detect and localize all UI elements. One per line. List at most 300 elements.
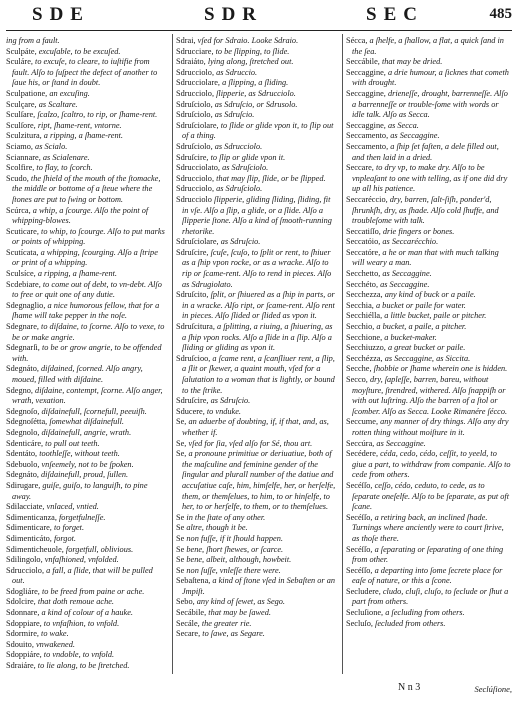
dictionary-entry — [346, 131, 512, 142]
dictionary-entry — [346, 237, 512, 248]
entry-headword: Sebaſtena, — [176, 576, 211, 586]
dictionary-entry — [6, 608, 166, 619]
entry-headword: Sdegnáto, — [6, 364, 39, 374]
dictionary-entry — [6, 650, 166, 661]
dictionary-entry — [6, 89, 166, 100]
entry-headword: Sdraiáto, — [176, 57, 206, 67]
entry-definition: a bucket, a paile, a pitcher. — [376, 322, 467, 332]
entry-headword: Seccaréccio, — [346, 194, 388, 204]
dictionary-entry — [176, 566, 336, 577]
dictionary-entry — [6, 619, 166, 630]
entry-definition: non ſuſſe, vnleſſe there were. — [186, 565, 281, 575]
entry-headword: Scudo, — [6, 173, 29, 183]
dictionary-entry — [176, 629, 336, 640]
entry-definition: a kind of ſtone vſed in Sebaſten or an Jmpiſt. — [182, 576, 335, 596]
entry-definition: a ſecluding from others. — [385, 608, 465, 618]
entry-headword: Seccúra, — [346, 438, 375, 448]
entry-headword: Secchione, — [346, 332, 383, 342]
dictionary-entry — [346, 439, 512, 450]
dictionary-entry — [346, 417, 512, 438]
dictionary-entry — [346, 121, 512, 132]
dictionary-entry — [176, 184, 336, 195]
dictionary-entry — [6, 57, 166, 89]
entry-headword: Secéſſo, — [346, 480, 373, 490]
dictionary-entry — [6, 163, 166, 174]
entry-headword: Secchetto, — [346, 269, 381, 279]
entry-definition: that doth remoue ache. — [37, 597, 115, 607]
entry-definition: to vndoble, to vnfold. — [43, 650, 115, 660]
entry-headword: Sdrucciolare, — [176, 78, 221, 88]
entry-definition: to flay, to ſcorch. — [36, 163, 93, 173]
entry-definition: a kind of colour of a hauke. — [41, 608, 133, 618]
dictionary-entry — [6, 110, 166, 121]
entry-definition: as Seccaggine. — [376, 438, 426, 448]
dictionary-entry — [6, 661, 166, 672]
dictionary-entry — [6, 597, 166, 608]
entry-definition: as Seccaggine. — [390, 131, 440, 141]
entry-headword: Sdogliáre, — [6, 586, 40, 596]
entry-definition: as Seccaggine, as Siccita. — [384, 353, 471, 363]
entry-headword: Sdruſcito, — [176, 290, 209, 300]
entry-definition: to excuſe, to cleare, to iuſtifie from fault. Alſo to ſuſpect the defect of another to ſaue his, or ſtand in doubt. — [12, 57, 158, 88]
entry-headword: Sdrucciolo, — [176, 67, 215, 77]
entry-definition: a ſhip ſet faſten, a dele filled out, and then laid in a dried. — [352, 141, 499, 162]
entry-definition: ſomewhat diſdainefull. — [49, 417, 124, 427]
entry-headword: Sculpatione, — [6, 88, 48, 98]
entry-headword: Scutícata, — [6, 247, 39, 257]
entry-headword: Sdruſcitura, — [176, 322, 215, 332]
entry-definition: a fall, a ſlide, that will be pulled out. — [12, 565, 153, 586]
dictionary-entry — [6, 227, 166, 248]
entry-definition: a retiring back, an inclined ſhade. Turnings where anciently were to court ſtrive, as thoſe there. — [352, 512, 504, 543]
dictionary-entry — [6, 523, 166, 534]
dictionary-entry — [176, 417, 336, 438]
entry-definition: to diſdaine, to ſcorne. Alſo to vexe, to be or make angrie. — [12, 322, 165, 342]
entry-headword: Seccatiſſo, — [346, 226, 381, 236]
entry-definition: to be ſlipping, to ſlide. — [215, 46, 290, 56]
entry-definition: any kind of buck or a paile. — [384, 290, 476, 300]
column-divider — [172, 34, 173, 674]
column-right — [346, 36, 512, 676]
entry-headword: Sdegnarſi, — [6, 343, 40, 353]
dictionary-entry — [6, 587, 166, 598]
entry-definition: a he or man that with much talking will weary a man. — [352, 247, 499, 268]
dictionary-entry — [6, 47, 166, 58]
dictionary-entry — [6, 407, 166, 418]
entry-headword: Sculſare, — [6, 110, 36, 120]
entry-headword: Secludere, — [346, 586, 381, 596]
entry-headword: Secchezza, — [346, 290, 383, 300]
entry-headword: Sdimenticanza, — [6, 512, 57, 522]
entry-headword: Sdimenticáto, — [6, 533, 52, 543]
dictionary-entry — [346, 163, 512, 195]
entry-headword: Secare, — [176, 629, 201, 639]
entry-definition: ceſſo, cédo, ceduto, to cede, as to ſeparate oneſelfe. Alſo to be ſeparate, as put oft ſcane. — [352, 480, 510, 512]
dictionary-entry — [346, 619, 512, 630]
signature-mark: N n 3 — [398, 682, 421, 693]
entry-definition: as Sdruſcio, or Sdrusolo. — [214, 99, 298, 109]
entry-headword: Sdormire, — [6, 629, 39, 639]
entry-definition: lying along, ſtretched out. — [207, 57, 294, 67]
dictionary-entry — [346, 481, 512, 513]
entry-headword: Secche, — [346, 364, 372, 374]
dictionary-entry — [346, 608, 512, 619]
dictionary-entry — [6, 386, 166, 407]
entry-definition: vſed for ſia, vſed alſo for Sé, thou art. — [188, 438, 313, 448]
dictionary-entry — [346, 89, 512, 121]
entry-definition: to come out of debt, to vn-debt. Alſo to free or quit one of any dutie. — [12, 279, 162, 300]
entry-headword: Sdrucciolo — [176, 194, 212, 204]
entry-headword: Sdruſciolo, — [176, 141, 213, 151]
dictionary-entry — [6, 206, 166, 227]
dictionary-entry — [346, 290, 512, 301]
entry-headword: Secluſo, — [346, 618, 373, 628]
entry-definition: diſdainefull, angrie, wrath. — [41, 427, 132, 437]
entry-definition: a bucket or paile for water. — [375, 300, 466, 310]
entry-definition: as Sdruſcio. — [210, 396, 251, 406]
entry-definition: forgetfull, oblivious. — [65, 544, 134, 554]
dictionary-entry — [176, 110, 336, 121]
dictionary-entry — [6, 36, 166, 47]
entry-definition: a bucket-maker. — [384, 332, 437, 342]
dictionary-entry — [176, 68, 336, 79]
dictionary-entry — [6, 131, 166, 142]
entry-definition: any manner of dry things. Alſo any dry rotten thing without moiſture in it. — [352, 417, 509, 437]
entry-definition: as Scialenare. — [42, 152, 90, 162]
entry-headword: Sdentáto, — [6, 449, 38, 459]
header-left-guideword: SDE — [32, 4, 90, 25]
dictionary-entry — [346, 68, 512, 89]
dictionary-entry — [176, 290, 336, 322]
entry-definition: ſecluded from others. — [375, 618, 446, 628]
entry-definition: the greater rie. — [201, 618, 252, 628]
entry-headword: Secéſſo, — [346, 544, 373, 554]
entry-headword: Sducere, — [176, 406, 205, 416]
entry-headword: Scuticare, — [6, 226, 39, 236]
dictionary-entry — [176, 576, 336, 597]
entry-headword: Secábile, — [176, 608, 207, 618]
entry-definition: as Sdruſciolo. — [216, 184, 263, 194]
entry-headword: Sdrai, — [176, 36, 196, 45]
entry-headword: Sdegnoſétta, — [6, 417, 48, 427]
entry-headword: Secchiuzzo, — [346, 343, 386, 353]
entry-definition: a ſcame rent, a ſcanſliuer rent, a ſlip, a ſlit or ſkewer, a quaint mouth, vſed for a ſalutation to a woman that is lightly, or bound to the ſtrike. — [182, 353, 335, 395]
dictionary-entry — [6, 100, 166, 111]
entry-headword: Sdruſciolare, — [176, 120, 219, 130]
dictionary-entry — [176, 121, 336, 142]
entry-headword: Sdouito, — [6, 639, 34, 649]
entry-headword: Sdenticáre, — [6, 438, 44, 448]
entry-definition: dry, ſapleſſe, barren, bareu, without moyſture, ſtrendred, withered. Alſo ſnappiſh or with out luſtring. Alſo the barren of a ſtol or ſcomber. Alſo as Secca. Looke Rimanére ſécco. — [352, 375, 508, 416]
entry-definition: a ripping, a ſhame-rent. — [43, 131, 123, 141]
entry-headword: Sdimenticare, — [6, 523, 52, 533]
dictionary-entry — [346, 227, 512, 238]
entry-headword: Secco, — [346, 375, 368, 384]
column-left — [6, 36, 166, 676]
entry-headword: Seccaggine, — [346, 88, 386, 98]
entry-definition: to dry vp, to make dry. Alſo to be vnpleaſant to one with telling, as if one did dry up all his patience. — [352, 163, 508, 194]
entry-definition: as Seccarécchio. — [382, 237, 439, 247]
dictionary-entry — [6, 439, 166, 450]
entry-headword: Scdebiare, — [6, 279, 41, 289]
dictionary-entry — [6, 566, 166, 587]
entry-definition: as Seccaggine. — [380, 279, 430, 289]
entry-definition: vnfaſhioned, vnfolded. — [44, 555, 119, 565]
entry-headword: Seccatóre, — [346, 247, 381, 257]
dictionary-entry — [176, 449, 336, 513]
entry-definition: an aduerbe of doubting, if, if that, and, as, whether if. — [182, 417, 329, 437]
entry-definition: bene, ſhort ſhewes, or ſcarce. — [186, 544, 284, 554]
entry-definition: céda, cedo, cédo, ceſſit, to yeeld, to giue a part, to withdraw from companie. Alſo to cede from others. — [352, 449, 511, 480]
entry-headword: Se — [176, 533, 185, 543]
dictionary-entry — [346, 269, 512, 280]
dictionary-entry — [6, 640, 166, 651]
dictionary-entry — [176, 89, 336, 100]
entry-definition: forgot. — [53, 533, 76, 543]
entry-headword: Sdegnáto, — [6, 470, 39, 480]
dictionary-entry — [6, 248, 166, 269]
dictionary-entry — [346, 301, 512, 312]
dictionary-entry — [176, 47, 336, 58]
entry-headword: Sculpáte, — [6, 46, 37, 56]
entry-headword: Seccamento, — [346, 131, 389, 141]
dictionary-entry — [6, 513, 166, 524]
entry-definition: to vnduke. — [206, 406, 241, 416]
entry-definition: any kind of ſewet, as Sego. — [196, 597, 286, 607]
entry-definition: a ripping, a ſhame-rent. — [37, 269, 118, 279]
entry-definition: as Sdruſcio. — [214, 110, 255, 120]
dictionary-entry — [176, 100, 336, 111]
entry-headword: Sdruſciolo, — [176, 110, 213, 120]
dictionary-entry — [6, 301, 166, 322]
dictionary-entry — [176, 57, 336, 68]
entry-definition: to whip, to ſcourge. Alſo to put marks or points of whipping. — [12, 226, 165, 247]
entry-headword: Sdruſcire, — [176, 396, 209, 406]
entry-definition: to ſlide or glide vpon it, to ſlip out of a thing. — [182, 120, 334, 141]
entry-definition: non fuſſe, if it ſhould happen. — [186, 533, 283, 543]
entry-definition: to lie along, to be ſtretched. — [37, 661, 130, 671]
entry-headword: Seccare, — [346, 163, 374, 173]
dictionary-entry — [176, 237, 336, 248]
entry-definition: altre, though it be. — [186, 523, 248, 533]
entry-headword: Se — [176, 565, 185, 575]
entry-definition: ſplit, or ſhiuered as a ſhip in parts, or in a wracke. Alſo ript, or ſcame-rent. Alſo rent in pieces. Alſo ſlided or ſlided as vpon it. — [182, 290, 335, 321]
entry-headword: Secéſſo, — [346, 512, 373, 522]
entry-definition: in the ſtate of any other. — [186, 512, 266, 522]
entry-definition: vnwakened. — [35, 639, 75, 649]
entry-headword: Sebo, — [176, 597, 195, 607]
entry-definition: to forget. — [53, 523, 85, 533]
entry-headword: Scúrca, — [6, 205, 31, 215]
entry-headword: Sdoppiare, — [6, 618, 42, 628]
entry-headword: Sculáre, — [6, 57, 33, 67]
dictionary-entry — [346, 311, 512, 322]
entry-headword: Sdruſcioo, — [176, 353, 211, 363]
entry-definition: ript, ſhame-rent, vntorne. — [37, 120, 122, 130]
entry-headword: Se, — [176, 417, 187, 427]
dictionary-entry — [346, 587, 512, 608]
entry-headword: Sdimenticheuole, — [6, 544, 64, 554]
entry-headword: Sciamo, — [6, 141, 33, 151]
dictionary-entry — [6, 545, 166, 556]
entry-definition: cludo, cluſi, cluſo, to ſeclude or ſhut a part from others. — [352, 586, 509, 607]
dictionary-entry — [6, 343, 166, 364]
entry-headword: Se — [176, 555, 185, 565]
entry-definition: that may be ſawed. — [208, 608, 271, 618]
dictionary-entry — [6, 555, 166, 566]
entry-headword: Secédere, — [346, 449, 379, 459]
entry-definition: as Secca. — [387, 120, 419, 130]
dictionary-entry — [346, 375, 512, 417]
entry-definition: to vnfaſhion, to vnfold. — [43, 618, 120, 628]
entry-definition: a ſlipping, a ſliding. — [222, 78, 289, 88]
dictionary-entry — [6, 121, 166, 132]
entry-headword: Seccume, — [346, 417, 379, 427]
entry-definition: toothleſſe, without teeth. — [39, 449, 120, 459]
dictionary-entry — [346, 322, 512, 333]
entry-headword: Sdonnare, — [6, 608, 40, 618]
entry-definition: as Sdruſciolo. — [222, 163, 269, 173]
dictionary-entry — [176, 523, 336, 534]
entry-definition: a little bucket, paile or pitcher. — [384, 311, 487, 321]
entry-definition: a ſeparating or ſeparating of one thing from other. — [352, 544, 504, 565]
dictionary-entry — [6, 417, 166, 428]
entry-headword: Sdebuolo, — [6, 459, 40, 469]
entry-definition: excuſable, to be excuſed. — [38, 46, 121, 56]
dictionary-entry — [6, 364, 166, 385]
entry-definition: a pronoune primitiue or deriuatiue, both of the maſculine and feminine gender of the ſingular and plurall number of the datiue and accuſatiue caſe, him, himſelfe, her, or herſelfe, them, or themſelues, to him, to or hinſelfe, to her, to or herſelfe, to them, or to themſelues. — [182, 449, 336, 512]
running-header — [6, 4, 512, 28]
entry-definition: ing from a fault. — [6, 36, 60, 45]
entry-definition: a departing into ſome ſecrete place for eaſe of nature, or this a ſcone. — [352, 565, 503, 586]
dictionary-entry — [6, 153, 166, 164]
entry-definition: ſlipperie, as Sdrucciolo. — [216, 88, 296, 98]
entry-headword: Sdegnolo, — [6, 427, 40, 437]
dictionary-entry — [176, 513, 336, 524]
entry-definition: as Sdruſcio. — [220, 237, 261, 247]
page-footer — [6, 682, 512, 696]
header-rule — [6, 30, 512, 31]
dictionary-entry — [176, 195, 336, 237]
dictionary-entry — [176, 354, 336, 396]
entry-definition: a whipping, ſcourging. Alſo a ſtripe or print of a whipping. — [12, 247, 158, 268]
entry-definition: ſcuſe, ſcuſo, to ſplit or rent, to ſhiuer as a ſhip vpon rocke, or as a wracke. Alſo to rip or ſcame-rent. Alſo to rend in pieces. Alſo as Sdrugiolato. — [182, 247, 332, 289]
entry-headword: Sdilingolo, — [6, 555, 43, 565]
dictionary-entry — [176, 163, 336, 174]
dictionary-entry — [6, 174, 166, 206]
entry-headword: Sculzitura, — [6, 131, 42, 141]
entry-headword: Seccamento, — [346, 141, 389, 151]
entry-definition: drieneſſe, drought, barrenneſſe. Alſo a barrenneſſe or trouble-ſome with words or idle talk. Alſo as Secca. — [352, 88, 508, 120]
dictionary-entry — [6, 460, 166, 471]
dictionary-entry — [346, 513, 512, 545]
entry-definition: dry, barren, ſalt-ſiſh, ponder'd, ſhrunkſh, dry, as ſhade. Alſo cold ſhuffe, and troubleſome with talk. — [352, 194, 499, 226]
dictionary-entry — [176, 439, 336, 450]
dictionary-entry — [176, 174, 336, 185]
entry-headword: Sdolcire, — [6, 597, 36, 607]
entry-headword: Sdrucciolo, — [6, 565, 45, 575]
dictionary-entry — [6, 481, 166, 502]
entry-headword: Sdrucciolo, — [176, 173, 215, 183]
dictionary-entry — [6, 269, 166, 280]
entry-definition: bene, albeit, although, howbeit. — [186, 555, 292, 565]
dictionary-entry — [346, 545, 512, 566]
entry-headword: Sdoppiáre, — [6, 650, 42, 660]
dictionary-entry — [176, 153, 336, 164]
entry-definition: that may be dried. — [381, 57, 443, 67]
entry-definition: as Sdruccio. — [216, 67, 258, 77]
dictionary-entry — [176, 407, 336, 418]
entry-headword: Sdrucciare, — [176, 46, 214, 56]
dictionary-entry — [176, 619, 336, 630]
entry-definition: vnſeemely, not to be ſpoken. — [41, 459, 134, 469]
entry-headword: Seccábile, — [346, 57, 380, 67]
entry-headword: Se — [176, 512, 185, 522]
entry-headword: Se — [176, 544, 185, 554]
page-number: 485 — [489, 6, 512, 22]
dictionary-entry — [346, 280, 512, 291]
entry-headword: Seccatóio, — [346, 237, 381, 247]
entry-definition: an excuſing. — [49, 88, 90, 98]
entry-headword: Seccaggine, — [346, 67, 386, 77]
entry-headword: Secále, — [176, 618, 200, 628]
entry-headword: Secchiélla, — [346, 311, 383, 321]
entry-definition: as Scaltare. — [38, 99, 78, 109]
entry-definition: drie fingers or bones. — [382, 226, 455, 236]
entry-headword: Sdruſciolare, — [176, 237, 219, 247]
dictionary-entry — [346, 566, 512, 587]
entry-headword: Sdegnare, — [6, 322, 39, 332]
dictionary-entry — [6, 502, 166, 513]
entry-headword: Sdegno, — [6, 385, 33, 395]
column-divider — [342, 34, 343, 674]
dictionary-entry — [6, 280, 166, 301]
dictionary-entry — [6, 470, 166, 481]
entry-definition: guiſe, guiſo, to languiſh, to pine away. — [12, 480, 148, 501]
entry-definition: the ſhield of the mouth of the ſtomacke, the middle or bottome of a ſteue where the ſtones are put to ſwing or bottom. — [12, 173, 161, 204]
dictionary-entry — [346, 354, 512, 365]
dictionary-entry — [346, 36, 512, 57]
entry-headword: Sciannare, — [6, 152, 41, 162]
dictionary-entry — [176, 545, 336, 556]
entry-headword: Secchézza, — [346, 353, 383, 363]
entry-definition: a whip, a ſcourge. Alſo the point of whipping-blowes. — [12, 205, 149, 226]
dictionary-entry — [6, 322, 166, 343]
entry-definition: diſdained, ſcorned. Alſo angry, moued, filled with diſdaine. — [12, 364, 143, 384]
entry-headword: Secchia, — [346, 300, 374, 310]
entry-definition: to wake. — [41, 629, 69, 639]
entry-definition: a drie humour, a ſicknes that cometh with drought. — [352, 67, 509, 88]
entry-headword: Sdrucciolato, — [176, 163, 221, 173]
entry-definition: a ſhelfe, a ſhallow, a flat, a quick ſand in the ſea. — [352, 36, 504, 56]
dictionary-entry — [346, 343, 512, 354]
entry-definition: to be or grow angrie, to be offended with. — [12, 343, 162, 363]
entry-headword: Secchéto, — [346, 279, 379, 289]
entry-headword: Sdraiáre, — [6, 661, 36, 671]
column-middle — [176, 36, 336, 676]
dictionary-page — [6, 4, 512, 699]
entry-headword: Sdilacciate, — [6, 502, 45, 512]
entry-definition: a great bucket or paile. — [387, 343, 466, 353]
entry-headword: Se, — [176, 438, 187, 448]
dictionary-entry — [346, 195, 512, 227]
dictionary-entry — [346, 364, 512, 375]
entry-definition: a nice humorous fellow, that for a ſhame will take pepper in the noſe. — [12, 300, 160, 321]
entry-definition: as Scialo. — [35, 141, 68, 151]
entry-headword: Secchio, — [346, 322, 375, 332]
entry-definition: to ſlip or glide vpon it. — [210, 152, 286, 162]
dictionary-entry — [176, 36, 336, 47]
